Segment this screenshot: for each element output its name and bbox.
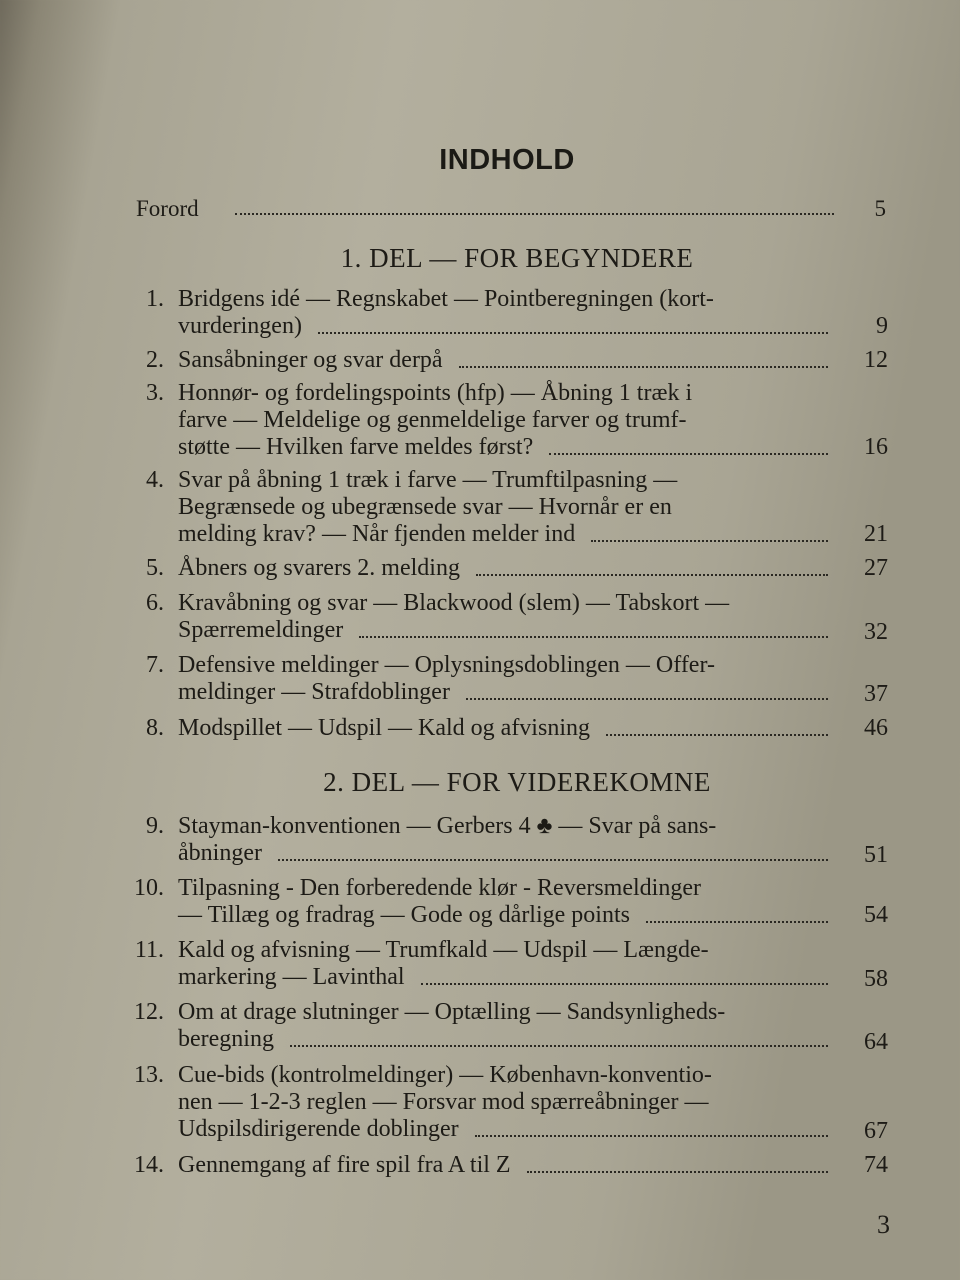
entry-number: 1. [146, 286, 164, 312]
entry-text: Kald og afvisning — Trumfkald — Udspil — Længde- [178, 937, 709, 963]
entry-text: åbninger [178, 840, 262, 866]
entry-text: Stayman-konventionen — Gerbers 4 ♣ — Svar på sans- [178, 813, 717, 839]
entry-text: Svar på åbning 1 træk i farve — Trumftilpasning — [178, 467, 678, 493]
dot-leader [421, 983, 828, 985]
entry-number: 7. [146, 652, 164, 678]
dot-leader [476, 574, 828, 576]
dot-leader [235, 213, 834, 215]
entry-text: støtte — Hvilken farve meldes først? [178, 434, 534, 460]
entry-text: Tilpasning - Den forberedende klør - Reversmeldinger [178, 875, 701, 901]
entry-number: 13. [134, 1062, 164, 1088]
entry-number: 9. [146, 813, 164, 839]
entry-text: Udspilsdirigerende doblinger [178, 1116, 459, 1142]
entry-text: — Tillæg og fradrag — Gode og dårlige points [178, 902, 630, 928]
entry-number: 6. [146, 590, 164, 616]
entry-page: 64 [864, 1029, 888, 1055]
entry-page: 12 [864, 347, 888, 373]
dot-leader [466, 698, 828, 700]
entry-text: vurderingen) [178, 313, 302, 339]
entry-page: 21 [864, 521, 888, 547]
entry-page: 51 [864, 842, 888, 868]
entry-text: farve — Meldelige og genmeldelige farver og trumf- [178, 407, 687, 433]
dot-leader [459, 366, 828, 368]
entry-text: Bridgens idé — Regnskabet — Pointberegningen (kort- [178, 286, 714, 312]
entry-number: 8. [146, 715, 164, 741]
entry-text: Defensive meldinger — Oplysningsdoblingen — Offer- [178, 652, 715, 678]
page-title: INDHOLD [439, 144, 575, 176]
entry-text: Om at drage slutninger — Optælling — Sandsynligheds- [178, 999, 726, 1025]
entry-text: Cue-bids (kontrolmeldinger) — København-konventio- [178, 1062, 712, 1088]
part-1-heading: 1. DEL — FOR BEGYNDERE [340, 243, 694, 273]
entry-number: 14. [134, 1152, 164, 1178]
entry-text: Begrænsede og ubegrænsede svar — Hvornår er en [178, 494, 672, 520]
entry-text: Åbners og svarers 2. melding [178, 555, 460, 581]
entry-page: 27 [864, 555, 888, 581]
entry-page: 32 [864, 619, 888, 645]
foreword-label: Forord [136, 196, 199, 221]
dot-leader [606, 734, 828, 736]
entry-text: nen — 1-2-3 reglen — Forsvar mod spærreåbninger — [178, 1089, 709, 1115]
entry-text: beregning [178, 1026, 274, 1052]
entry-page: 37 [864, 681, 888, 707]
dot-leader [646, 921, 828, 923]
part-2-heading: 2. DEL — FOR VIDEREKOMNE [323, 767, 711, 797]
entry-number: 5. [146, 555, 164, 581]
entry-number: 11. [134, 937, 164, 963]
entry-page: 58 [864, 966, 888, 992]
entry-number: 2. [146, 347, 164, 373]
entry-page: 74 [864, 1152, 888, 1178]
dot-leader [527, 1171, 828, 1173]
entry-text: Honnør- og fordelingspoints (hfp) — Åbning 1 træk i [178, 380, 693, 406]
dot-leader [359, 636, 828, 638]
dot-leader [290, 1045, 828, 1047]
entry-text: Modspillet — Udspil — Kald og afvisning [178, 715, 590, 741]
entry-text: Spærremeldinger [178, 617, 344, 643]
foreword-page: 5 [874, 196, 886, 221]
entry-text: Sansåbninger og svar derpå [178, 347, 443, 373]
entry-page: 16 [864, 434, 888, 460]
entry-number: 3. [146, 380, 164, 406]
entry-text: melding krav? — Når fjenden melder ind [178, 521, 576, 547]
dot-leader [591, 540, 828, 542]
entry-number: 10. [134, 875, 164, 901]
entry-page: 9 [876, 313, 888, 339]
entry-text: meldinger — Strafdoblinger [178, 679, 450, 705]
dot-leader [549, 453, 828, 455]
dot-leader [318, 332, 828, 334]
entry-text: Kravåbning og svar — Blackwood (slem) — Tabskort — [178, 590, 730, 616]
entry-text: Gennemgang af fire spil fra A til Z [178, 1152, 511, 1178]
dot-leader [278, 859, 828, 861]
entry-page: 46 [864, 715, 888, 741]
dot-leader [475, 1135, 828, 1137]
page-number: 3 [877, 1210, 890, 1239]
foreword-entry [136, 196, 886, 222]
entry-page: 54 [864, 902, 888, 928]
entry-page: 67 [864, 1118, 888, 1144]
entry-number: 4. [146, 467, 164, 493]
entry-number: 12. [134, 999, 164, 1025]
entry-text: markering — Lavinthal [178, 964, 405, 990]
